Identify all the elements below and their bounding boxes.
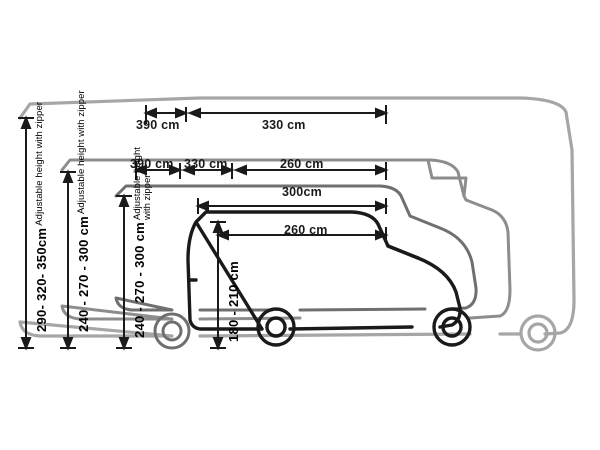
dimension-label-low-260: 260 cm (284, 223, 328, 237)
medium-motorhome-outline (62, 157, 510, 319)
vertical-dimension-small-vehicle (132, 147, 154, 338)
vertical-label-small-main: 240 - 270 - 300 cm (132, 222, 147, 338)
vertical-label-large-main: 290- 320- 350cm (34, 227, 49, 332)
vertical-label-van-main: 180 - 210 cm (226, 261, 241, 342)
dimension-label-top-390: 390 cm (136, 118, 180, 132)
vertical-dimension-large-vehicle (34, 102, 49, 332)
small-camper-outline (116, 186, 476, 310)
vertical-label-medium-sub: Adjustable height with zipper (76, 90, 87, 215)
vertical-label-small-sub1: Adjustable height (132, 147, 143, 221)
dimension-label-mid-330: 330 cm (184, 157, 228, 171)
vertical-dimension-medium-vehicle (76, 90, 91, 332)
dimension-label-300: 300cm (282, 185, 322, 199)
dimension-label-top-330: 330 cm (262, 118, 306, 132)
vertical-label-small-sub2: with zipper (142, 174, 154, 221)
dimension-label-mid-390: 390 cm (130, 157, 174, 171)
vertical-label-medium-main: 240 - 270 - 300 cm (76, 216, 91, 332)
vertical-label-large-sub: Adjustable height with zipper (34, 101, 45, 226)
vertical-dimension-van-height (226, 261, 241, 342)
dimension-label-mid-260: 260 cm (280, 157, 324, 171)
